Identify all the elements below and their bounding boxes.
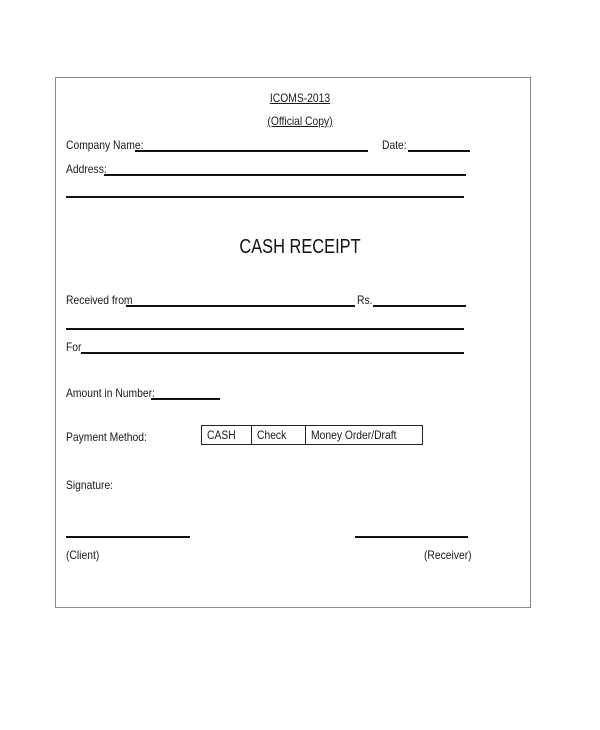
copy-type: (Official Copy) [267, 114, 333, 128]
payment-option-check[interactable]: Check [252, 426, 306, 444]
received-from-field-line-2[interactable] [66, 328, 464, 330]
receipt-title: CASH RECEIPT [239, 236, 361, 258]
company-name-field[interactable] [135, 150, 368, 152]
address-field-line-2[interactable] [66, 196, 464, 198]
amount-label: Amount in Number: [66, 386, 155, 400]
address-label: Address: [66, 162, 107, 176]
rs-label: Rs. [357, 293, 373, 307]
for-label: For [66, 340, 82, 354]
payment-method-label: Payment Method: [66, 430, 147, 444]
received-from-label: Received from [66, 293, 133, 307]
client-signature-line[interactable] [66, 536, 190, 538]
client-label: (Client) [66, 548, 100, 562]
receiver-label: (Receiver) [424, 548, 472, 562]
date-label: Date: [382, 138, 407, 152]
receipt-border [55, 77, 531, 608]
address-field-line-1[interactable] [104, 174, 466, 176]
receiver-signature-line[interactable] [355, 536, 468, 538]
amount-field[interactable] [151, 398, 220, 400]
payment-option-cash[interactable]: CASH [202, 426, 252, 444]
rs-amount-field[interactable] [373, 305, 466, 307]
payment-method-options [201, 425, 423, 445]
form-code: ICOMS-2013 [269, 91, 331, 105]
company-name-label: Company Name: [66, 138, 144, 152]
signature-label: Signature: [66, 478, 114, 492]
received-from-field[interactable] [126, 305, 355, 307]
for-field[interactable] [81, 352, 464, 354]
date-field[interactable] [408, 150, 470, 152]
payment-option-money-order[interactable]: Money Order/Draft [311, 428, 397, 442]
